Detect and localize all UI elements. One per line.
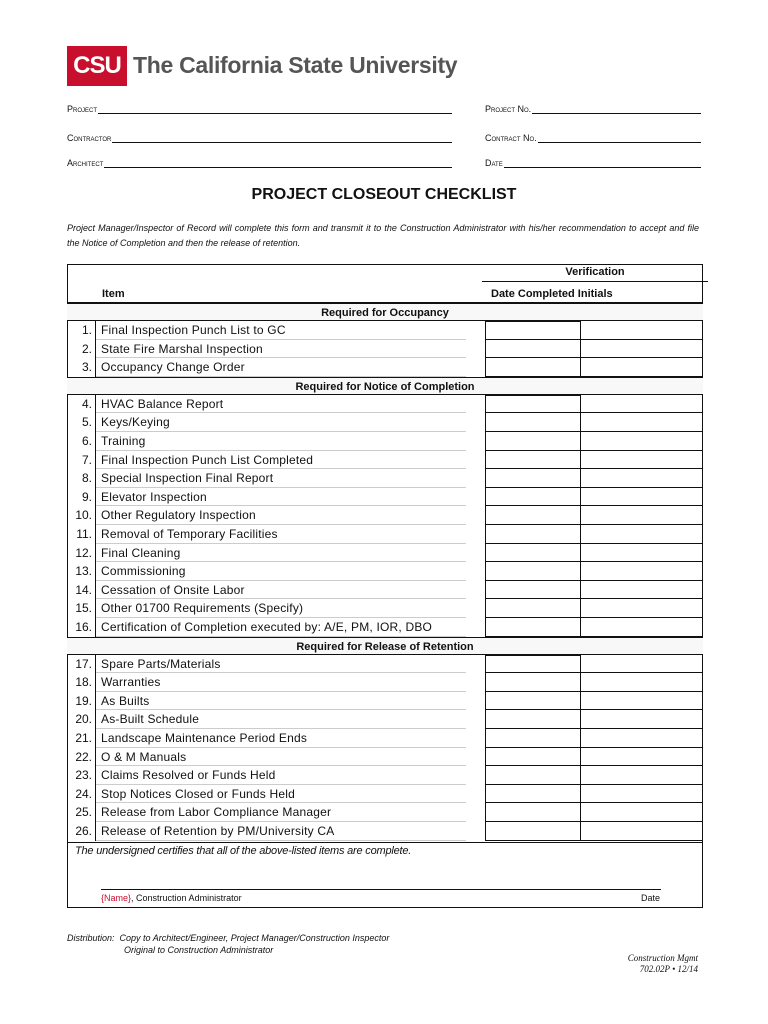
date-completed-cell[interactable] — [485, 451, 581, 470]
initials-cell[interactable] — [581, 599, 703, 618]
date-completed-cell[interactable] — [485, 488, 581, 507]
item-label: Cessation of Onsite Labor — [101, 582, 245, 597]
initials-cell[interactable] — [581, 413, 703, 432]
item-number: 5. — [81, 415, 92, 430]
section-header: Required for Release of Retention — [67, 637, 703, 655]
initials-cell[interactable] — [581, 488, 703, 507]
item-number: 1. — [81, 323, 92, 337]
item-number: 17. — [75, 656, 92, 671]
checklist-row — [67, 525, 703, 544]
contractor-input-line[interactable] — [112, 131, 452, 143]
contract-no-input-line[interactable] — [538, 131, 701, 143]
contractor-label: Contractor — [67, 133, 112, 143]
verification-header: Verification — [482, 266, 708, 282]
item-label: Spare Parts/Materials — [101, 656, 221, 671]
item-label: As Builts — [101, 693, 150, 708]
item-number: 3. — [81, 360, 92, 375]
project-field[interactable] — [67, 102, 452, 114]
item-label: Other 01700 Requirements (Specify) — [101, 601, 304, 616]
date-completed-cell[interactable] — [485, 748, 581, 767]
distribution-line-2: Original to Construction Administrator — [124, 945, 274, 955]
initials-cell[interactable] — [581, 358, 703, 377]
date-completed-cell[interactable] — [485, 544, 581, 563]
checklist-row — [67, 413, 703, 432]
date-completed-cell[interactable] — [485, 581, 581, 600]
section-header: Required for Notice of Completion — [67, 377, 703, 395]
item-number: 13. — [75, 564, 92, 579]
date-completed-cell[interactable] — [485, 413, 581, 432]
university-name: The California State University — [133, 52, 458, 78]
certification-text: The undersigned certifies that all of the above-listed items are complete. — [75, 845, 412, 857]
distribution-label: Distribution: — [67, 933, 115, 943]
date-completed-cell[interactable] — [485, 321, 581, 340]
item-label: Final Cleaning — [101, 545, 181, 560]
intro-paragraph: Project Manager/Inspector of Record will complete this form and transmit it to the Construction Administrator with his/her recommendation to accept and file the Notice of Completion and then the release of retention. — [67, 223, 699, 248]
number-column-divider — [95, 395, 96, 637]
initials-cell[interactable] — [581, 710, 703, 729]
item-number: 9. — [81, 489, 92, 504]
initials-cell[interactable] — [581, 766, 703, 785]
checklist-row — [67, 451, 703, 470]
distribution-line-1: Copy to Architect/Engineer, Project Manager/Construction Inspector — [119, 933, 390, 943]
checklist-row — [67, 766, 703, 785]
item-label: Final Inspection Punch List to GC — [101, 323, 286, 337]
item-number: 18. — [75, 675, 92, 690]
item-label: Other Regulatory Inspection — [101, 508, 256, 523]
checklist-row — [67, 710, 703, 729]
date-completed-cell[interactable] — [485, 599, 581, 618]
initials-cell[interactable] — [581, 544, 703, 563]
project-label: Project — [67, 104, 98, 114]
item-label: HVAC Balance Report — [101, 396, 224, 411]
initials-cell[interactable] — [581, 321, 703, 340]
checklist-row — [67, 822, 703, 841]
date-completed-cell[interactable] — [485, 506, 581, 525]
item-label: Removal of Temporary Facilities — [101, 527, 278, 541]
item-label: As-Built Schedule — [101, 712, 200, 727]
checklist-row — [67, 562, 703, 581]
item-number: 6. — [81, 434, 92, 448]
initials-cell[interactable] — [581, 692, 703, 711]
item-number: 26. — [75, 824, 92, 838]
checklist-row — [67, 748, 703, 767]
item-label: Occupancy Change Order — [101, 360, 245, 375]
checklist-row — [67, 395, 703, 414]
initials-cell[interactable] — [581, 340, 703, 359]
checklist-row — [67, 692, 703, 711]
date-completed-cell[interactable] — [485, 618, 581, 637]
item-number: 22. — [75, 749, 92, 764]
item-label: Elevator Inspection — [101, 489, 207, 504]
item-number: 19. — [75, 693, 92, 708]
date-field[interactable] — [485, 156, 701, 168]
checklist-row — [67, 340, 703, 359]
item-label: Final Inspection Punch List Completed — [101, 452, 314, 467]
checklist-row — [67, 655, 703, 674]
item-number: 15. — [75, 601, 92, 616]
checklist-row — [67, 488, 703, 507]
item-number: 25. — [75, 805, 92, 820]
item-label: Stop Notices Closed or Funds Held — [101, 786, 296, 801]
checklist-row — [67, 618, 703, 637]
signature-label — [101, 893, 242, 903]
number-column-divider — [95, 655, 96, 841]
item-header: Item — [102, 288, 125, 300]
item-number: 14. — [75, 582, 92, 597]
item-label: Warranties — [101, 675, 161, 690]
initials-cell[interactable] — [581, 785, 703, 804]
date-completed-cell[interactable] — [485, 785, 581, 804]
date-completed-cell[interactable] — [485, 766, 581, 785]
contractor-field[interactable] — [67, 131, 452, 143]
date-label: Date — [485, 158, 503, 168]
initials-cell[interactable] — [581, 803, 703, 822]
footer-line-2: 702.02P • 12/14 — [639, 964, 698, 974]
signature-date-label: Date — [641, 893, 661, 903]
page-title: PROJECT CLOSEOUT CHECKLIST — [251, 186, 517, 203]
footer-line-1: Construction Mgmt — [627, 953, 698, 963]
initials-cell[interactable] — [581, 525, 703, 544]
item-label: Release of Retention by PM/University CA — [101, 824, 335, 838]
item-number: 16. — [75, 620, 92, 634]
item-label: Keys/Keying — [101, 415, 170, 430]
csu-logo: CSU — [67, 46, 127, 86]
date-completed-cell[interactable] — [485, 729, 581, 748]
date-completed-cell[interactable] — [485, 395, 581, 414]
form-footer — [628, 953, 698, 975]
signature-line[interactable] — [101, 889, 661, 890]
project-input-line[interactable] — [98, 102, 452, 114]
date-completed-cell[interactable] — [485, 673, 581, 692]
item-number: 20. — [75, 712, 92, 727]
item-number: 12. — [75, 545, 92, 560]
distribution-block — [67, 932, 389, 956]
checklist-row — [67, 506, 703, 525]
item-label: Claims Resolved or Funds Held — [101, 768, 276, 783]
date-completed-cell[interactable] — [485, 692, 581, 711]
certification-divider — [67, 842, 703, 843]
date-completed-cell[interactable] — [485, 432, 581, 451]
item-label: Certification of Completion executed by: A/E, PM, IOR, DBO — [101, 620, 433, 634]
item-number: 4. — [81, 396, 92, 411]
item-number: 8. — [81, 471, 92, 486]
contract-no-field[interactable] — [485, 131, 701, 143]
initials-cell[interactable] — [581, 655, 703, 674]
initials-cell[interactable] — [581, 432, 703, 451]
checklist-row — [67, 544, 703, 563]
initials-cell[interactable] — [581, 451, 703, 470]
date-completed-cell[interactable] — [485, 822, 581, 841]
section-header: Required for Occupancy — [67, 303, 703, 321]
date-completed-cell[interactable] — [485, 340, 581, 359]
date-completed-cell[interactable] — [485, 655, 581, 674]
initials-cell[interactable] — [581, 562, 703, 581]
checklist-row — [67, 469, 703, 488]
checklist-row — [67, 803, 703, 822]
date-completed-cell[interactable] — [485, 803, 581, 822]
project-no-label: Project No. — [485, 104, 532, 114]
initials-cell[interactable] — [581, 469, 703, 488]
architect-label: Architect — [67, 158, 104, 168]
name-placeholder: {Name} — [101, 893, 132, 903]
project-no-field[interactable] — [485, 102, 701, 114]
item-label: O & M Manuals — [101, 749, 187, 764]
item-label: Commissioning — [101, 564, 186, 579]
date-completed-cell[interactable] — [485, 562, 581, 581]
checklist-row — [67, 785, 703, 804]
date-initials-header: Date Completed Initials — [491, 288, 613, 300]
item-label: Special Inspection Final Report — [101, 471, 274, 486]
item-number: 23. — [75, 768, 92, 783]
initials-cell[interactable] — [581, 673, 703, 692]
item-number: 11. — [76, 527, 92, 541]
initials-cell[interactable] — [581, 618, 703, 637]
checklist-row — [67, 581, 703, 600]
contract-no-label: Contract No. — [485, 133, 537, 143]
item-number: 2. — [81, 341, 92, 356]
initials-cell[interactable] — [581, 729, 703, 748]
initials-cell[interactable] — [581, 748, 703, 767]
date-completed-cell[interactable] — [485, 525, 581, 544]
item-label: State Fire Marshal Inspection — [101, 341, 263, 356]
project-no-input-line[interactable] — [532, 102, 701, 114]
item-number: 24. — [75, 786, 92, 801]
item-number: 7. — [81, 452, 92, 467]
signature-role: , Construction Administrator — [131, 893, 242, 903]
initials-cell[interactable] — [581, 395, 703, 414]
item-underline — [96, 840, 466, 841]
checklist-row — [67, 673, 703, 692]
item-label: Landscape Maintenance Period Ends — [101, 731, 308, 745]
initials-cell[interactable] — [581, 581, 703, 600]
checklist-row — [67, 432, 703, 451]
date-completed-cell[interactable] — [485, 469, 581, 488]
item-label: Release from Labor Compliance Manager — [101, 805, 332, 820]
checklist-row — [67, 358, 703, 377]
architect-input-line[interactable] — [104, 156, 452, 168]
checklist-row — [67, 729, 703, 748]
date-completed-cell[interactable] — [485, 710, 581, 729]
item-number: 10. — [75, 508, 92, 523]
initials-cell[interactable] — [581, 822, 703, 841]
date-input-line[interactable] — [504, 156, 701, 168]
item-number: 21. — [75, 731, 92, 745]
checklist-row — [67, 321, 703, 340]
initials-cell[interactable] — [581, 506, 703, 525]
checklist-row — [67, 599, 703, 618]
architect-field[interactable] — [67, 156, 452, 168]
item-label: Training — [101, 434, 146, 448]
date-completed-cell[interactable] — [485, 358, 581, 377]
number-column-divider — [95, 321, 96, 377]
